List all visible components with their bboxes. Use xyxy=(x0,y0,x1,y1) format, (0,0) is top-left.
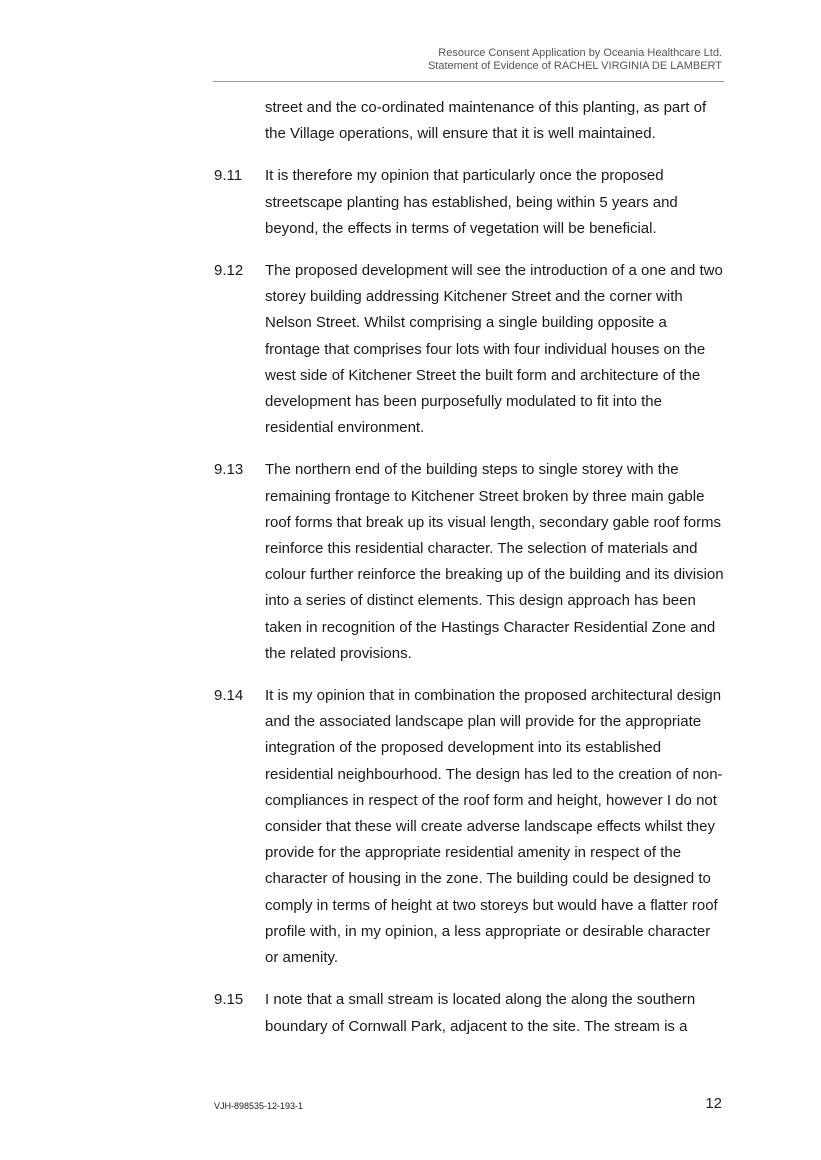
body-text xyxy=(214,95,724,1056)
paragraph-number: 9.13 xyxy=(214,461,244,479)
paragraph-text: The northern end of the building steps to single storey with the remaining frontage to Kitchener Street broken by three main gable roof forms that break up its visual length, secondary gable roof forms reinforce this residential character. The selection of materials and colour further reinforce the breaking up of the building and its division into a series of distinct elements. This design approach has been taken in recognition of the Hastings Character Residential Zone and the related provisions. xyxy=(265,461,724,662)
document-reference: VJH-898535-12-193-1 xyxy=(214,1101,304,1111)
paragraph-text: It is my opinion that in combination the proposed architectural design and the associated landscape plan will provide for the appropriate integration of the proposed development into its established residential neighbourhood. The design has led to the creation of non-compliances in respect of the roof form and height, however I do not consider that these will create adverse landscape effects whilst they provide for the appropriate residential amenity in respect of the character of housing in the zone. The building could be designed to comply in terms of height at two storeys but would have a flatter roof profile with, in my opinion, a less appropriate or desirable character or amenity. xyxy=(265,687,723,967)
page-number: 12 xyxy=(705,1095,722,1112)
header-divider xyxy=(213,81,724,82)
paragraph-text: The proposed development will see the introduction of a one and two storey building addressing Kitchener Street and the corner with Nelson Street. Whilst comprising a single building opposite a frontage that comprises four lots with four individual houses on the west side of Kitchener Street the built form and architecture of the development has been purposefully modulated to fit into the residential environment. xyxy=(265,262,723,437)
paragraph-number: 9.12 xyxy=(214,262,244,280)
paragraph-9-13 xyxy=(214,457,724,667)
paragraph-9-14 xyxy=(214,683,724,971)
paragraph-9-11 xyxy=(214,163,724,242)
paragraph-9-12 xyxy=(214,258,724,441)
header-statement-title: Statement of Evidence of RACHEL VIRGINIA DE LAMBERT xyxy=(427,60,722,72)
header-application-title: Resource Consent Application by Oceania Healthcare Ltd. xyxy=(438,47,722,59)
paragraph-text: I note that a small stream is located along the along the southern boundary of Cornwall Park, adjacent to the site. The stream is a xyxy=(265,991,696,1035)
paragraph-number: 9.14 xyxy=(214,687,244,705)
paragraph-text: It is therefore my opinion that particularly once the proposed streetscape planting has established, being within 5 years and beyond, the effects in terms of vegetation will be beneficial. xyxy=(265,167,678,237)
paragraph-number: 9.11 xyxy=(214,167,243,185)
paragraph-text: street and the co-ordinated maintenance of this planting, as part of the Village operations, will ensure that it is well maintained. xyxy=(265,99,707,143)
paragraph-9-15 xyxy=(214,987,724,1039)
page-header xyxy=(428,47,722,73)
paragraph-continuation xyxy=(214,95,724,147)
paragraph-number: 9.15 xyxy=(214,991,244,1009)
